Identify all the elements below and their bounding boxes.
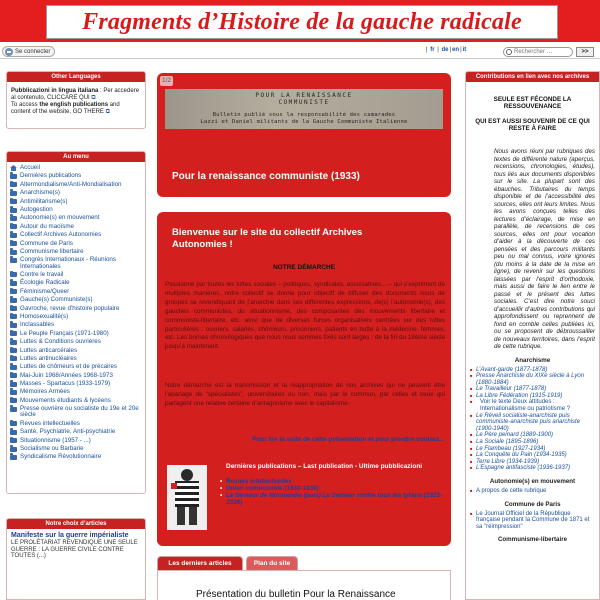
menu-item[interactable] [10, 437, 142, 445]
slide-image-line-1: POUR LA RENAISSANCE [255, 92, 353, 99]
slider-panel [157, 73, 451, 197]
folder-icon [10, 272, 17, 277]
folder-icon [10, 398, 17, 403]
contributions-link[interactable]: ■ L’Avant-garde (1877-1878) [470, 367, 595, 374]
contributions-section-list [470, 488, 595, 495]
user-login-icon [5, 48, 13, 56]
menu-item-label: Gauche(s) Communiste(s) [20, 296, 93, 304]
contributions-section-title: Communisme-libertaire [497, 536, 568, 544]
contributions-link[interactable]: ■ Terre Libre (1934-1939) [470, 459, 595, 466]
menu-item[interactable] [10, 346, 142, 354]
folder-icon [10, 233, 17, 238]
folder-icon [10, 323, 17, 328]
folder-icon [10, 289, 17, 294]
menu-item-label: Socialisme ou Barbarie [20, 445, 84, 452]
banner-frame [46, 5, 558, 39]
main-menu-title: Au menu [7, 152, 145, 162]
menu-item[interactable] [10, 388, 142, 396]
slide-counter[interactable]: 1/2 [161, 77, 172, 84]
menu-item-label: Dernières publications [20, 172, 82, 180]
welcome-paragraph-1: Passionné par toutes les luttes sociales – politiques, syndicales, associatives... – qui s’expriment de multiples manières, notre collectif se donne pour objectif de diffuser des documents issus de groupes se revendiquant de l’anarchie dans ses différentes expressions, de(s) l’autonomie(s), des gauches communistes, du situationnisme, des composantes des mouvements libertaire et communiste-libertaire, etc. ainsi que de diverses forces organisatives centrées sur des luttes particulières : ouvriers, salariés, chômeurs, prisonniers, patients en butte à la médecine, femmes, etc. Les bornes chronologiques que nous nous sommes fixés sont larges : de la fin du 18ème siècle jusqu’à maintenant. [165, 281, 445, 351]
menu-item-label: Luttes anticarcérales [20, 346, 78, 354]
publication-thumbnail[interactable] [167, 465, 207, 530]
menu-item[interactable] [10, 330, 142, 338]
other-languages-box [6, 71, 146, 129]
folder-icon [10, 365, 17, 370]
menu-item[interactable] [10, 428, 142, 436]
folder-icon [10, 306, 17, 311]
menu-item[interactable] [10, 304, 142, 312]
welcome-paragraph-2: Notre démarche est la transmission et la réappropriation de nos archives qui ne peuvent être l’apanage de “spécialistes”, universitaires ou non, mais par le commun, par celles et ceux qui partagent une relative certaine d’antagonisme avec le capitalisme. [165, 382, 445, 407]
search-placeholder: Rechercher … [514, 49, 553, 55]
folder-icon [10, 438, 17, 443]
folder-icon [10, 390, 17, 395]
contributions-link[interactable]: ■ La Sociale (1895-1896) [470, 439, 595, 446]
menu-item[interactable] [10, 288, 142, 296]
menu-item[interactable] [10, 223, 142, 231]
login-label: Se connecter [15, 48, 51, 55]
latest-article-title[interactable]: Présentation du bulletin Pour la Renaissance [196, 589, 396, 600]
other-languages-title: Other Languages [7, 72, 145, 82]
menu-item-label: Luttes de chômeurs et de précaires [20, 363, 117, 371]
lang-fr[interactable]: fr [430, 47, 435, 53]
folder-icon [10, 348, 17, 353]
slide-image[interactable] [165, 89, 443, 129]
menu-item-label: Revues intellectuelles [20, 419, 80, 427]
folder-icon [10, 407, 17, 412]
contributions-heading-2: QUI EST AUSSI SOUVENIR DE CE QUI RESTE À FAIRE [475, 118, 590, 132]
folder-icon [10, 208, 17, 213]
featured-article-excerpt: LE PROLÉTARIAT REVENDIQUE UNE SEULE GUERRE : LA GUERRE CIVILE CONTRE TOUTES (...) [11, 540, 138, 559]
menu-item-label: Autour du maoïsme [20, 222, 74, 230]
read-more-link[interactable]: Pour lire la suite de cette présentation et pour prendre contact... [252, 436, 444, 443]
publication-item[interactable]: • Revues intellectuelles [220, 478, 292, 485]
contributions-heading-1: SEULE EST FÉCONDE LA RESSOUVENANCE [493, 96, 572, 110]
folder-icon [10, 340, 17, 345]
menu-item[interactable] [10, 363, 142, 371]
slide-image-line-4: Lazzi et Daniel militants de la Gauche Communiste Italienne [200, 119, 408, 125]
english-publications-text: To access the english publications and content of the website, GO THERE ⧉ [11, 102, 120, 115]
main-menu-list [7, 162, 145, 464]
folder-icon [10, 258, 17, 263]
menu-item-label: Gavroche, revue d’histoire populaire [20, 304, 120, 312]
menu-item[interactable] [10, 164, 142, 172]
menu-item[interactable] [10, 355, 142, 363]
folder-icon [10, 382, 17, 387]
search-input[interactable] [503, 47, 573, 57]
menu-item-label: Anarchisme(s) [20, 189, 60, 197]
menu-item-label: Communisme libertaire [20, 248, 84, 255]
contributions-link[interactable]: ■ Voir le texte Deux attitudes : Internationalisme ou patriotisme ? [470, 399, 595, 412]
home-icon [10, 165, 17, 171]
contributions-link[interactable]: ■ La Conquête du Pain (1934-1935) [470, 452, 595, 459]
contributions-link[interactable]: ■ Le Journal Officiel de la République française pendant la Commune de 1871 et sa "réimpression" [470, 511, 595, 531]
external-link-icon: ⧉ [105, 109, 110, 115]
contributions-link[interactable]: ■ A propos de cette rubrique [470, 488, 595, 495]
lang-de[interactable]: de [441, 47, 449, 53]
folder-icon [10, 199, 17, 204]
menu-item-label: Commune de Paris [20, 239, 73, 247]
english-publications-link[interactable]: the english publications [39, 102, 109, 108]
folder-icon [10, 314, 17, 319]
contributions-section-title: Autonomie(s) en mouvement [489, 478, 576, 485]
featured-article-headline[interactable]: Manifeste sur la guerre impérialiste [11, 532, 129, 539]
lang-en[interactable]: en [452, 47, 460, 53]
welcome-title: Bienvenue sur le site du collectif Archives Autonomies ! [172, 227, 363, 250]
menu-item-label: Autonomie(s) en mouvement [20, 214, 100, 222]
menu-item[interactable] [10, 172, 142, 180]
menu-item-label: Antimilitarisme(s) [20, 197, 68, 205]
menu-item-label: Autogestion [20, 206, 53, 214]
site-title[interactable]: Fragments d’Histoire de la gauche radicale [82, 9, 522, 35]
menu-item[interactable] [10, 405, 142, 420]
folder-icon [10, 373, 17, 378]
folder-icon [10, 455, 17, 460]
welcome-subtitle: NOTRE DÉMARCHE [272, 264, 336, 271]
menu-item-label: Homosexualité(s) [20, 312, 69, 320]
contributions-link[interactable]: ■ Le Flambeau (1927-1934) [470, 446, 595, 453]
menu-item[interactable] [10, 296, 142, 304]
site-banner [0, 0, 600, 44]
menu-item-label: Contre le travail [20, 270, 64, 278]
menu-item-label: Le Peuple Français (1971-1980) [20, 329, 109, 337]
publication-item[interactable]: • Union communiste (1933-1939) [220, 485, 319, 492]
menu-item-label: Écologie Radicale [20, 279, 70, 287]
menu-item-label: Syndicalisme Révolutionnaire [20, 453, 102, 461]
contributions-section-list [470, 367, 595, 473]
italian-publications-text: Pubblicazioni in lingua italiana : Per accedere al contenuto, CLICCARE QUI ⧉ [11, 88, 140, 101]
contributions-section-list [470, 511, 595, 531]
folder-icon [10, 298, 17, 303]
menu-item[interactable] [10, 240, 142, 248]
menu-item[interactable] [10, 453, 142, 461]
folder-icon [10, 356, 17, 361]
folder-icon [10, 224, 17, 229]
contributions-title: Contributions en lien avec nos archives [466, 72, 599, 82]
folder-icon [10, 241, 17, 246]
menu-item[interactable] [10, 397, 142, 405]
folder-icon [10, 281, 17, 286]
menu-item[interactable] [10, 420, 142, 428]
contributions-sections [470, 357, 595, 544]
menu-item-label: Mai-Juin 1968/Années 1968-1973 [20, 371, 113, 379]
menu-item[interactable] [10, 321, 142, 329]
featured-articles-title: Notre choix d’articles [7, 519, 145, 529]
contributions-link[interactable]: ■ Le Travailleur (1877-1878) [470, 386, 595, 393]
menu-item[interactable] [10, 181, 142, 189]
menu-item[interactable] [10, 214, 142, 222]
tab-site-map[interactable]: Plan du site [246, 556, 298, 570]
slide-image-line-3: Bulletin publié sous la responsabilité des camarades [212, 112, 396, 118]
login-button[interactable] [2, 46, 55, 57]
contributions-link[interactable]: ■ Le Réveil socialiste-anarchiste puis communiste-anarchiste puis anarchiste (1900-1940) [470, 413, 595, 433]
menu-item[interactable] [10, 380, 142, 388]
folder-icon [10, 250, 17, 255]
menu-item-label: Luttes & Conditions ouvrières [20, 338, 101, 346]
featured-articles-box [6, 518, 146, 600]
slide-caption[interactable]: Pour la renaissance communiste (1933) [172, 171, 360, 182]
menu-item-label: Mémoires Armées [20, 388, 70, 396]
menu-item[interactable] [10, 313, 142, 321]
menu-item[interactable] [10, 206, 142, 214]
latest-articles-panel [157, 570, 451, 600]
slide-image-line-2: COMMUNISTE [278, 99, 330, 106]
contributions-box [465, 71, 600, 600]
italian-publications-link[interactable]: Pubblicazioni in lingua italiana [11, 88, 99, 94]
menu-item[interactable] [10, 189, 142, 197]
menu-item-label: Situationnisme (1957 - ...) [20, 436, 91, 444]
folder-icon [10, 191, 17, 196]
contributions-link[interactable]: ■ Presse Anarchiste du XIXe siècle à Lyon (1880-1884) [470, 373, 595, 386]
search-submit-button[interactable]: >> [576, 47, 594, 57]
search-icon [506, 49, 512, 55]
contributions-link[interactable]: ■ Le Père peinard (1889-1900) [470, 432, 595, 439]
tab-latest-articles[interactable]: Les derniers articles [157, 556, 243, 570]
folder-icon [10, 182, 17, 187]
main-menu-box [6, 151, 146, 494]
menu-item[interactable] [10, 231, 142, 239]
menu-item[interactable] [10, 248, 142, 256]
contributions-section-title: Commune de Paris [504, 500, 561, 508]
welcome-panel [157, 212, 451, 546]
menu-item[interactable] [10, 198, 142, 206]
menu-item-label: Santé, Psychiatrie, Anti-psychiatrie [20, 428, 116, 436]
menu-item-label: Collectif Archives Autonomies [20, 231, 102, 239]
menu-item[interactable] [10, 279, 142, 287]
folder-icon [10, 174, 17, 179]
menu-item-label: Masses - Spartacus (1933-1979) [20, 380, 111, 388]
folder-icon [10, 430, 17, 435]
menu-item-label: Congrès Internationaux - Réunions Internationales [20, 256, 116, 270]
publication-item[interactable]: • Le Semeur de Normandie (puis) Le Semeur contre tous les tyrans (1923-1936) [220, 492, 442, 506]
menu-item-label: Luttes antinucléaires [20, 354, 77, 362]
menu-item[interactable] [10, 372, 142, 380]
external-link-icon: ⧉ [91, 95, 96, 101]
menu-item[interactable] [10, 338, 142, 346]
lang-it[interactable]: it [462, 47, 467, 53]
latest-publications-list [220, 478, 446, 506]
folder-icon [10, 447, 17, 452]
menu-item[interactable] [10, 256, 142, 271]
language-switcher: | fr | de|en|it [426, 47, 467, 53]
menu-item-label: Mouvements étudiants & lycéens [20, 396, 111, 404]
latest-publications-title: Dernières publications – Last publication - Ultime pubblicazioni [226, 463, 423, 470]
menu-item-label: Inclassables [20, 321, 55, 329]
folder-icon [10, 216, 17, 221]
menu-item-label: Presse ouvrière ou socialiste du 19e et 20e siècle [20, 405, 139, 419]
menu-item-label: Féminisme/Queer [20, 287, 70, 295]
menu-item-label: Accueil [20, 164, 40, 172]
contributions-link[interactable]: ■ La Libre Fédération (1915-1919) [470, 393, 595, 400]
menu-item[interactable] [10, 271, 142, 279]
contributions-intro: Nous avons réuni par rubriques des textes de différente nature (aperçus, recensions, chronologies, études), tous liés aux documents disponibles sur le site. La plupart sont des ébauches. Tributaires du temps disponible et de l’accessibilité des sources, elles ont leurs limites. Nous les avons conçues telles des lectures d’éclairage, de mise en parallèle, de recensions de ces sources, elles ont pour vocation d’aider à la découverte de ces pensées et des parcours militants peu ou mal connus, voire ignorés (du moins à la date de la mise en ligne), de revenir sur les questions laissées par l’esprit d’orthodoxie, mais aussi de faire le lien entre le passé et le présent des luttes sociales. C’est dire notre souci d’accueillir d’autres contributions qui approfondissent ou reprennent de fond en comble celles publiées ici, ou se proposent de débroussailler de nouveaux territoires, dans l’esprit de cette rubrique. [494, 148, 595, 350]
folder-icon [10, 331, 17, 336]
top-bar [0, 45, 600, 59]
menu-item[interactable] [10, 445, 142, 453]
contributions-section-title: Anarchisme [514, 356, 551, 364]
folder-icon [10, 421, 17, 426]
menu-item-label: Altermondialisme/Anti-Mondialisation [20, 180, 122, 188]
contributions-link[interactable]: ■ L’Espagne antifasciste (1936-1937) [470, 465, 595, 472]
